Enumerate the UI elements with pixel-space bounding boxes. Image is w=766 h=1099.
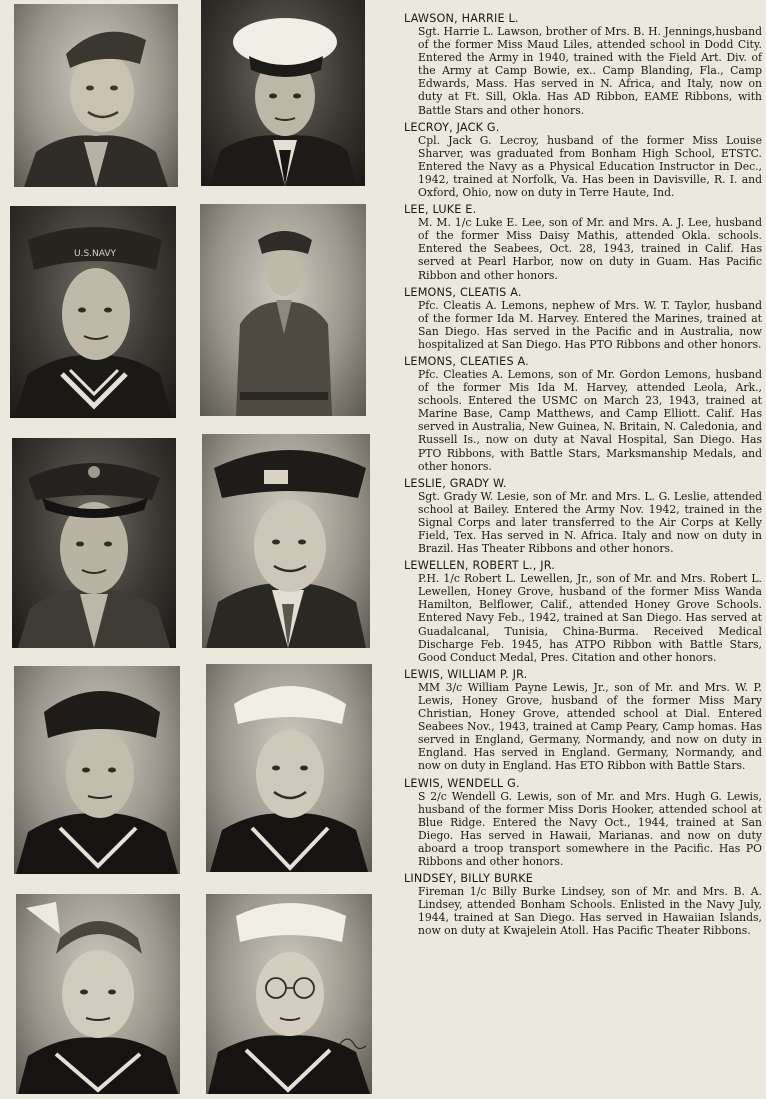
portrait-photo-9	[16, 894, 180, 1094]
svg-text:U.S.NAVY: U.S.NAVY	[74, 249, 116, 259]
entry-bio: M. M. 1/c Luke E. Lee, son of Mr. and Mrs. A. J. Lee, husband of the former Miss Daisy Mathis, attended Okla. schools. Entered the Seabees, Oct. 28, 1943, trained in Calif. Has served at Pearl Harbor, now on duty in Guam. Has Pacific Ribbon and other honors.	[418, 216, 762, 282]
bio-entry	[404, 872, 762, 937]
portrait-navy-white-cap	[201, 0, 365, 186]
portrait-marine-full-body	[200, 204, 366, 416]
entry-bio: Pfc. Cleatis A. Lemons, nephew of Mrs. W. T. Taylor, husband of the former Ida M. Harvey. Entered the Marines, trained at San Diego. Has served in the Pacific and in Australia, now hospitalized at San Diego. Has PTO Ribbons and other honors.	[418, 298, 762, 351]
bio-entry	[404, 203, 762, 281]
entry-name: LECROY, JACK G.	[404, 120, 500, 134]
portrait-photo-6	[202, 434, 370, 648]
portrait-army-service-cap	[202, 434, 370, 648]
portrait-photo-5	[12, 438, 176, 648]
entry-name: LEWIS, WILLIAM P. JR.	[404, 667, 528, 681]
entry-bio: S 2/c Wendell G. Lewis, son of Mr. and Mrs. Hugh G. Lewis, husband of the former Miss Doris Hooker, attended school at Blue Ridge. Entered the Navy Oct., 1944, trained at San Diego. Has served in Hawaii, Marianas. and now on duty aboard a troop transport somewhere in the Pacific. Has PO Ribbons and other honors.	[418, 789, 762, 868]
portrait-photo-2	[201, 0, 365, 186]
bio-entry	[404, 12, 762, 117]
portrait-photo-3	[10, 206, 176, 418]
portrait-photo-8	[206, 664, 372, 872]
bio-entry	[404, 777, 762, 869]
entry-name: LEWELLEN, ROBERT L., JR.	[404, 559, 556, 573]
bio-entry	[404, 121, 762, 199]
entry-name: LESLIE, GRADY W.	[404, 476, 507, 490]
entry-name: LINDSEY, BILLY BURKE	[404, 872, 534, 886]
biography-column	[404, 12, 762, 941]
portrait-navy-white-cap-glasses	[206, 894, 372, 1094]
entry-bio: P.H. 1/c Robert L. Lewellen, Jr., son of Mr. and Mrs. Robert L. Lewellen, Honey Grove, husband of the former Miss Wanda Hamilton, Belflower, Calif., attended Honey Grove Schools. Entered Navy Feb., 1942, trained at San Diego. Has served at Guadalcanal, Tunisia, China-Burma. Received Medical Discharge Feb. 1945, has ATPO Ribbon with Battle Stars, Good Conduct Medal, Pres. Citation and other honors.	[418, 572, 762, 664]
entry-name: LEMONS, CLEATIES A.	[404, 354, 529, 368]
portrait-photo-7	[14, 666, 180, 874]
bio-entry	[404, 286, 762, 351]
portrait-army-cap	[14, 4, 178, 187]
portrait-navy-dixie-cap	[10, 206, 176, 418]
bio-entry	[404, 477, 762, 555]
portrait-photo-1	[14, 4, 178, 187]
portrait-army-visor-cap	[12, 438, 176, 648]
bio-entry	[404, 355, 762, 473]
bio-entry	[404, 668, 762, 773]
entry-name: LEWIS, WENDELL G.	[404, 776, 520, 790]
entry-name: LEMONS, CLEATIS A.	[404, 285, 522, 299]
entry-bio: Sgt. Grady W. Lesie, son of Mr. and Mrs. L. G. Leslie, attended school at Bailey. Entered the Army Nov. 1942, trained in the Signal Corps and later transferred to the Air Corps at Kelly Field, Tex. Has served in N. Africa. Italy and now on duty in Brazil. Has Theater Ribbons and other honors.	[418, 489, 762, 556]
entry-name: LEE, LUKE E.	[404, 203, 477, 217]
portrait-photo-10	[206, 894, 372, 1094]
entry-name: LAWSON, HARRIE L.	[404, 12, 519, 25]
entry-bio: MM 3/c William Payne Lewis, Jr., son of Mr. and Mrs. W. P. Lewis, Honey Grove, husband of the former Miss Mary Christian, Honey Grove, attended school at Dial. Entered Seabees Nov., 1943, trained at Camp Peary, Camp homas. Has served in England, Germany, Normandy, and now on duty in England. Has served in England. Germany, Normandy, and now on duty in England. Has ETO Ribbon with Battle Stars.	[418, 680, 762, 773]
entry-bio: Fireman 1/c Billy Burke Lindsey, son of Mr. and Mrs. B. A. Lindsey, attended Bonham Schools. Enlisted in the Navy July, 1944, trained at San Diego. Has served in Hawaiian Islands, now on duty at Kwajelein Atoll. Has Pacific Theater Ribbons.	[418, 885, 762, 938]
portrait-navy-sailor	[16, 894, 180, 1094]
bio-entry	[404, 559, 762, 664]
entry-bio: Cpl. Jack G. Lecroy, husband of the former Miss Louise Sharver, was graduated from Bonham High School, ETSTC. Entered the Navy as a Physical Education Instructor in Dec., 1942, trained at Norfolk, Va. Has been in Davisville, R. I. and Oxford, Ohio, now on duty in Terre Haute, Ind.	[418, 133, 762, 200]
entry-bio: Sgt. Harrie L. Lawson, brother of Mrs. B. H. Jennings,husband of the former Miss Maud Liles, attended school in Dodd City. Entered the Army in 1940, trained with the Field Art. Div. of the Army at Camp Bowie, ex.. Camp Blanding, Fla., Camp Edwards, Mass. Has served in N. Africa, and Italy, now on duty at Ft. Sill, Okla. Has AD Ribbon, EAME Ribbons, with Battle Stars and other honors.	[418, 25, 762, 117]
entry-bio: Pfc. Cleaties A. Lemons, son of Mr. Gordon Lemons, husband of the former Mis Ida M. Harvey, attended Leola, Ark., schools. Entered the USMC on March 23, 1943, trained at Marine Base, Camp Matthews, and Camp Elliott. Calif. Has served in Australia, New Guinea, N. Britain, N. Caledonia, and Russell Is., now on duty at Naval Hospital, San Diego. Has PTO Ribbons, with Battle Stars, Marksmanship Medals, and other honors.	[418, 367, 762, 473]
portrait-navy-white-cap-smiling	[206, 664, 372, 872]
portrait-navy-flat-cap	[14, 666, 180, 874]
portrait-photo-4	[200, 204, 366, 416]
